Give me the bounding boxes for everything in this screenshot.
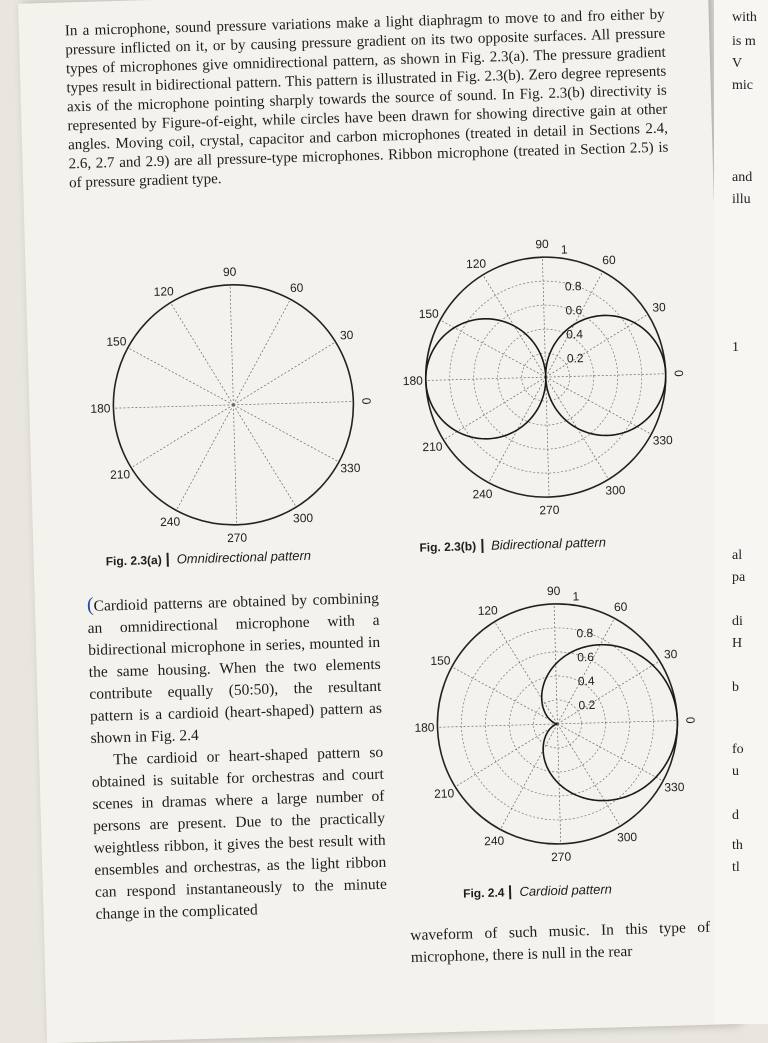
angle-tick-label: 30 xyxy=(339,327,354,343)
angle-tick-label: 120 xyxy=(153,284,174,299)
polar-spoke xyxy=(173,405,236,511)
polar-spoke xyxy=(130,405,236,468)
polar-spoke xyxy=(557,721,677,724)
fig-2-4-caption xyxy=(463,881,612,900)
angle-tick-label: 180 xyxy=(90,401,111,416)
polar-spoke xyxy=(497,724,560,830)
angle-tick-label: 30 xyxy=(663,647,678,662)
cardioid-polar-chart xyxy=(398,575,716,874)
radial-tick-label: 0.8 xyxy=(576,625,594,641)
fig-2-3b-number: Fig. 2.3(b) xyxy=(419,539,483,555)
angle-tick-label: 0 xyxy=(671,369,686,377)
polar-spoke xyxy=(557,721,663,784)
angle-tick-label: 240 xyxy=(159,514,181,530)
angle-tick-label: 150 xyxy=(430,653,451,668)
polar-spoke xyxy=(113,405,233,408)
adjacent-page-fragment: pa xyxy=(732,570,746,585)
angle-tick-label: 210 xyxy=(433,786,455,801)
fig-2-3a-number: Fig. 2.3(a) xyxy=(106,553,169,569)
angle-tick-label: 300 xyxy=(292,510,314,526)
angle-tick-label: 300 xyxy=(616,829,638,845)
right-column-text: waveform of such music. In this type of microphone, there is null in the rear xyxy=(410,918,711,967)
angle-tick-label: 60 xyxy=(613,599,628,615)
adjacent-page-fragment: V xyxy=(732,56,743,71)
polar-spoke xyxy=(128,345,234,408)
polar-spoke xyxy=(442,377,548,440)
angle-tick-label: 60 xyxy=(289,280,304,296)
angle-tick-label: 210 xyxy=(109,467,131,482)
adjacent-page-fragment: H xyxy=(732,636,743,651)
cardioid-p1-text: Cardioid patterns are obtained by combining an omnidirectional microphone with a bidirectional microphone in series, mounted in the same housing. When the two elements contribute equally (50:50), the resultant pattern is a cardioid (heart-shaped) pattern as shown in Fig. 2.4 xyxy=(87,589,383,747)
radial-tick-label: 0.6 xyxy=(577,649,595,665)
cardioid-paragraph-2: The cardioid or heart-shaped pattern so obtained is suitable for orchestras and court scenes in dramas where a large number of persons are present. Due to the practically weightless ribbon, it gives the best result with ensembles and orchestras, as the light ribbon can respond instantaneously to the minute change in the complicated xyxy=(91,743,388,923)
angle-tick-label: 270 xyxy=(539,502,560,518)
polar-spoke xyxy=(232,342,338,405)
polar-spoke xyxy=(544,314,650,377)
angle-tick-label: 300 xyxy=(605,483,626,498)
angle-tick-label: 330 xyxy=(664,779,685,795)
angle-tick-label: 270 xyxy=(226,530,248,546)
polar-spoke xyxy=(233,403,296,509)
adjacent-page-fragment: al xyxy=(732,548,743,563)
fig-2-4-number: Fig. 2.4 xyxy=(463,885,512,900)
angle-tick-label: 270 xyxy=(550,849,572,865)
polar-spoke xyxy=(233,405,236,525)
fig-2-3b-title: Bidirectional pattern xyxy=(490,534,607,553)
polar-spoke xyxy=(233,402,339,465)
angle-tick-label: 150 xyxy=(106,334,127,349)
polar-spoke xyxy=(230,299,293,405)
radial-tick-label: 0.2 xyxy=(566,351,584,366)
angle-tick-label: 180 xyxy=(414,720,435,735)
polar-spoke xyxy=(171,301,234,407)
adjacent-page-fragment: mic xyxy=(732,78,753,93)
radial-tick-label: 0.8 xyxy=(564,279,582,294)
angle-tick-label: 60 xyxy=(602,252,616,268)
angle-tick-label: 30 xyxy=(652,300,666,315)
intro-text: In a microphone, sound pressure variations make a light diaphragm to move to and fro either by pressure inflicted on it, or by causing pressure gradient on its two opposite surfaces. All pressure types of microphones give omnidirectional pattern, as shown in Fig. 2.3(a). The pressure gradient types result in bidirectional pattern. This pattern is illustrated in Fig. 2.3(b). Zero degree represents axis of the microphone pointing sharply towards the source of sound. In Fig. 2.3(b) directivity is represented by Figure-of-eight, while circles have been drawn for showing directive gain at other angles. Moving coil, crystal, capacitor and carbon microphones (treated in detail in Sections 2.4, 2.6, 2.7 and 2.9) are all pressure-type microphones. Ribbon microphone (treated in Section 2.5) is of pressure gradient type. xyxy=(64,6,669,192)
polar-spoke xyxy=(556,661,662,724)
adjacent-page-fragment: and xyxy=(732,170,753,185)
radial-tick-label: 0.4 xyxy=(566,327,584,342)
angle-tick-label: 240 xyxy=(472,486,493,502)
adjacent-page-fragment: th xyxy=(732,838,743,853)
radial-tick-label: 0.4 xyxy=(577,673,595,689)
angle-tick-label: 0 xyxy=(683,716,698,724)
angle-tick-label: 0 xyxy=(359,397,374,405)
fig-2-3b-caption xyxy=(419,535,606,555)
adjacent-page-fragment: tl xyxy=(732,860,740,875)
angle-tick-label: 90 xyxy=(546,583,561,599)
intro-paragraph xyxy=(65,6,670,194)
radial-tick-label: 1 xyxy=(572,589,580,604)
angle-tick-label: 90 xyxy=(222,264,237,280)
book-page xyxy=(18,0,737,1043)
adjacent-page-edge xyxy=(714,0,768,1024)
angle-tick-label: 330 xyxy=(652,433,673,448)
adjacent-page-fragment: illu xyxy=(732,192,751,207)
adjacent-page-fragment: u xyxy=(732,764,739,779)
omnidirectional-polar-chart xyxy=(69,255,397,554)
angle-tick-label: 120 xyxy=(465,256,487,272)
adjacent-page-fragment: 1 xyxy=(732,340,739,355)
angle-tick-label: 210 xyxy=(422,439,443,455)
angle-tick-label: 150 xyxy=(418,306,439,322)
adjacent-page-fragment: is m xyxy=(732,34,756,49)
fig-2-4-title: Cardioid pattern xyxy=(519,881,613,900)
polar-spoke xyxy=(557,722,620,828)
polar-spoke xyxy=(546,374,666,377)
adjacent-page-fragment: d xyxy=(732,808,739,823)
angle-tick-label: 240 xyxy=(483,833,505,849)
angle-tick-label: 90 xyxy=(535,236,549,252)
fig-2-3a-title: Omnidirectional pattern xyxy=(176,547,312,567)
polar-spoke xyxy=(426,377,546,380)
adjacent-page-fragment: b xyxy=(732,680,739,695)
polar-spoke xyxy=(437,724,557,727)
cardioid-text-column xyxy=(87,586,388,926)
angle-tick-label: 180 xyxy=(402,373,423,389)
radial-tick-label: 0.6 xyxy=(565,303,583,318)
radial-tick-label: 1 xyxy=(560,242,568,257)
angle-tick-label: 120 xyxy=(477,603,498,618)
polar-spoke xyxy=(230,285,233,405)
polar-spoke xyxy=(233,402,353,405)
adjacent-page-fragment: with xyxy=(732,10,757,25)
bidirectional-polar-chart xyxy=(387,233,705,532)
angle-tick-label: 330 xyxy=(340,460,361,476)
cardioid-paragraph-1 xyxy=(87,586,383,750)
radial-tick-label: 0.2 xyxy=(578,697,596,713)
adjacent-page-fragment: fo xyxy=(732,742,744,757)
pen-bracket-open: ( xyxy=(86,593,94,617)
adjacent-page-fragment: di xyxy=(732,614,743,629)
